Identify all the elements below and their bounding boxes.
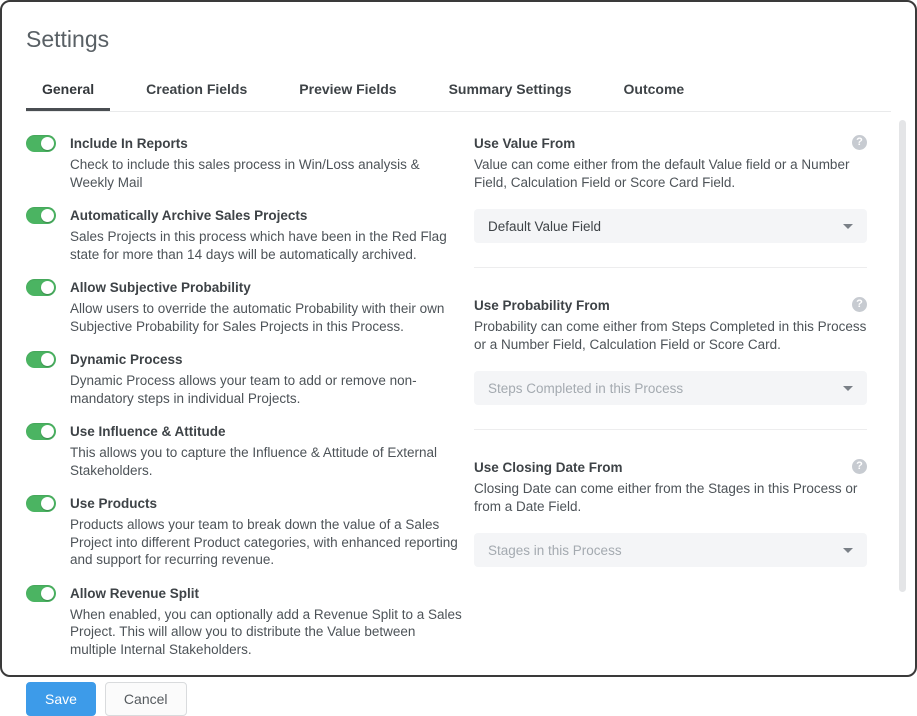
help-icon[interactable]: ? xyxy=(852,459,867,474)
setting-label: Use Influence & Attitude xyxy=(70,424,226,439)
setting-description: This allows you to capture the Influence & Attitude of External Stakeholders. xyxy=(70,445,437,478)
section-use-probability-from xyxy=(474,267,867,429)
section-use-value-from xyxy=(474,134,867,267)
setting-label: Include In Reports xyxy=(70,136,188,151)
setting-label: Use Products xyxy=(70,496,158,511)
toggle-include-in-reports[interactable] xyxy=(26,135,56,152)
setting-description: Sales Projects in this process which have been in the Red Flag state for more than 14 days will be automatically archived. xyxy=(70,229,447,262)
setting-row-include-in-reports xyxy=(26,134,462,191)
settings-content xyxy=(2,112,915,716)
setting-row-use-products xyxy=(26,494,462,569)
chevron-down-icon xyxy=(843,548,853,553)
toggle-knob xyxy=(41,281,54,294)
toggle-knob xyxy=(41,209,54,222)
setting-row-dynamic-process xyxy=(26,350,462,407)
tab-summary-settings[interactable]: Summary Settings xyxy=(448,81,572,97)
toggle-settings-column xyxy=(26,134,462,716)
setting-description: When enabled, you can optionally add a Revenue Split to a Sales Project. This will allow you to distribute the Value between multiple Internal Stakeholders. xyxy=(70,606,462,657)
section-heading: Use Value From xyxy=(474,136,576,151)
chevron-down-icon xyxy=(843,386,853,391)
section-description: Probability can come either from Steps Completed in this Process or a Number Field, Calculation Field or Score Card. xyxy=(474,319,867,352)
setting-label: Allow Subjective Probability xyxy=(70,280,251,295)
toggle-dynamic-process[interactable] xyxy=(26,351,56,368)
setting-description: Dynamic Process allows your team to add or remove non-mandatory steps in individual Projects. xyxy=(70,373,417,406)
selected-value: Default Value Field xyxy=(488,218,602,234)
cancel-button[interactable]: Cancel xyxy=(105,682,187,716)
value-from-select[interactable] xyxy=(474,209,867,243)
probability-from-select[interactable] xyxy=(474,371,867,405)
setting-label: Dynamic Process xyxy=(70,352,183,367)
toggle-revenue-split[interactable] xyxy=(26,585,56,602)
toggle-knob xyxy=(41,353,54,366)
form-actions xyxy=(26,682,462,716)
setting-row-influence-attitude xyxy=(26,422,462,479)
tab-outcome[interactable]: Outcome xyxy=(623,81,685,97)
setting-row-auto-archive xyxy=(26,206,462,263)
setting-description: Products allows your team to break down the value of a Sales Project into different Product categories, with enhanced reporting and support for recurring revenue. xyxy=(70,517,458,567)
setting-label: Allow Revenue Split xyxy=(70,585,200,601)
closing-date-from-select[interactable] xyxy=(474,533,867,567)
section-description: Value can come either from the default Value field or a Number Field, Calculation Field or Score Card Field. xyxy=(474,157,850,190)
toggle-knob xyxy=(41,425,54,438)
setting-description: Allow users to override the automatic Probability with their own Subjective Probability for Sales Projects in this Process. xyxy=(70,301,445,334)
tab-creation-fields[interactable]: Creation Fields xyxy=(146,81,248,97)
chevron-down-icon xyxy=(843,224,853,229)
selected-value: Steps Completed in this Process xyxy=(488,380,684,396)
toggle-auto-archive[interactable] xyxy=(26,207,56,224)
tab-bar xyxy=(26,75,891,112)
setting-row-subjective-probability xyxy=(26,278,462,335)
tab-general[interactable]: General xyxy=(26,75,110,111)
source-settings-column xyxy=(462,134,891,716)
setting-label: Automatically Archive Sales Projects xyxy=(70,208,308,223)
setting-row-revenue-split xyxy=(26,584,462,659)
toggle-use-products[interactable] xyxy=(26,495,56,512)
section-use-closing-date-from xyxy=(474,429,867,591)
tab-preview-fields[interactable]: Preview Fields xyxy=(299,81,397,97)
toggle-knob xyxy=(41,497,54,510)
scrollbar[interactable] xyxy=(899,120,906,592)
toggle-knob xyxy=(41,587,54,600)
section-heading: Use Closing Date From xyxy=(474,460,623,475)
section-heading: Use Probability From xyxy=(474,298,610,313)
toggle-knob xyxy=(41,137,54,150)
toggle-influence-attitude[interactable] xyxy=(26,423,56,440)
save-button[interactable]: Save xyxy=(26,682,96,716)
help-icon[interactable]: ? xyxy=(852,135,867,150)
setting-description: Check to include this sales process in Win/Loss analysis & Weekly Mail xyxy=(70,157,420,190)
page-title: Settings xyxy=(26,26,110,52)
selected-value: Stages in this Process xyxy=(488,542,622,558)
help-icon[interactable]: ? xyxy=(852,297,867,312)
toggle-subjective-probability[interactable] xyxy=(26,279,56,296)
section-description: Closing Date can come either from the Stages in this Process or from a Date Field. xyxy=(474,481,858,514)
